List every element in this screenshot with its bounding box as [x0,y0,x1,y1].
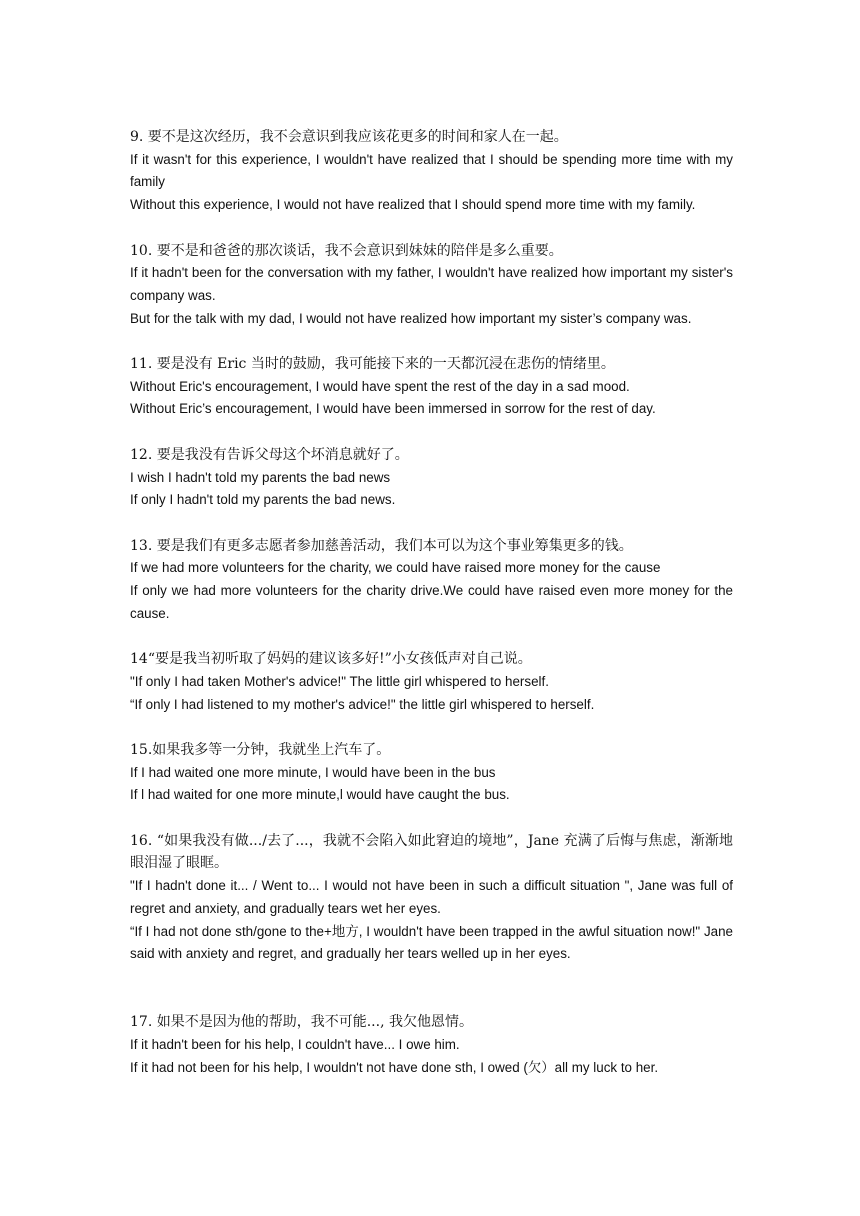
english-translation: If it hadn't been for the conversation with my father, I wouldn't have realized how important my sister's company was. [130,265,733,303]
english-translation: If it wasn't for this experience, I wouldn't have realized that I should be spending more time with my family [130,151,733,190]
chinese-prompt: 11. 要是没有 Eric 当时的鼓励，我可能接下来的一天都沉浸在悲伤的情绪里。 [130,356,615,372]
chinese-prompt: 13. 要是我们有更多志愿者参加慈善活动，我们本可以为这个事业筹集更多的钱。 [130,537,633,554]
english-translation: “If only I had listened to my mother's advice!" the little girl whispered to herself. [130,696,595,712]
paragraph-gap [130,625,733,648]
paragraph-gap [130,966,733,1011]
chinese-prompt: 12. 要是我没有告诉父母这个坏消息就好了。 [130,446,409,463]
sentence-item-9 [130,126,733,217]
sentence-item-13 [130,535,733,626]
paragraph-gap [130,807,733,830]
english-translation: If only we had more volunteers for the charity drive.We could have raised even more money for the cause. [130,583,733,621]
sentence-item-16 [130,830,733,966]
english-translation: If we had more volunteers for the charity, we could have raised more money for the cause [130,560,661,576]
paragraph-gap [130,512,733,535]
chinese-prompt: 15.如果我多等一分钟，我就坐上汽车了。 [130,741,391,758]
english-translation: If l had waited for one more minute,l would have caught the bus. [130,787,510,803]
english-translation: If I had waited one more minute, I would have been in the bus [130,764,496,780]
chinese-prompt: 16. “如果我没有做.../去了...，我就不会陷入如此窘迫的境地”，Jane 充满了后悔与焦虑，渐渐地眼泪湿了眼眶。 [130,832,733,872]
english-translation: Without Eric's encouragement, I would have spent the rest of the day in a sad mood. [130,378,630,394]
sentence-item-14 [130,648,733,716]
english-translation: But for the talk with my dad, I would not have realized how important my sister’s company was. [130,310,692,326]
english-translation: If only I hadn't told my parents the bad news. [130,492,396,508]
english-translation: I wish I hadn't told my parents the bad news [130,469,391,485]
sentence-item-11 [130,353,733,421]
paragraph-gap [130,421,733,444]
english-translation: “If I had not done sth/gone to the+地方, I wouldn't have been trapped in the awful situation now!" Jane said with anxiety and regret, and gradually her tears welled up in her eyes. [130,923,733,962]
english-translation: "If only I had taken Mother's advice!" The little girl whispered to herself. [130,673,549,689]
english-translation: "If I hadn't done it... / Went to... I would not have been in such a difficult situation ", Jane was full of regret and anxiety, and gradually tears wet her eyes. [130,878,733,916]
sentence-item-12 [130,444,733,512]
english-translation: If it had not been for his help, I wouldn't not have done sth, I owed (欠）all my luck to her. [130,1059,659,1075]
chinese-prompt: 14“要是我当初听取了妈妈的建议该多好!”小女孩低声对自己说。 [130,651,532,668]
chinese-prompt: 10. 要不是和爸爸的那次谈话，我不会意识到妹妹的陪伴是多么重要。 [130,242,563,259]
chinese-prompt: 17. 如果不是因为他的帮助，我不可能..., 我欠他恩情。 [130,1014,473,1031]
english-translation: If it hadn't been for his help, I couldn't have... I owe him. [130,1037,460,1052]
sentence-item-15 [130,739,733,807]
english-translation: Without Eric’s encouragement, I would have been immersed in sorrow for the rest of day. [130,401,656,417]
paragraph-gap [130,217,733,240]
document-page [130,126,733,1079]
paragraph-gap [130,330,733,353]
sentence-item-17 [130,1011,733,1079]
sentence-item-10 [130,240,733,331]
paragraph-gap [130,716,733,739]
english-translation: Without this experience, I would not have realized that I should spend more time with my family. [130,197,696,213]
chinese-prompt: 9. 要不是这次经历，我不会意识到我应该花更多的时间和家人在一起。 [130,129,568,145]
